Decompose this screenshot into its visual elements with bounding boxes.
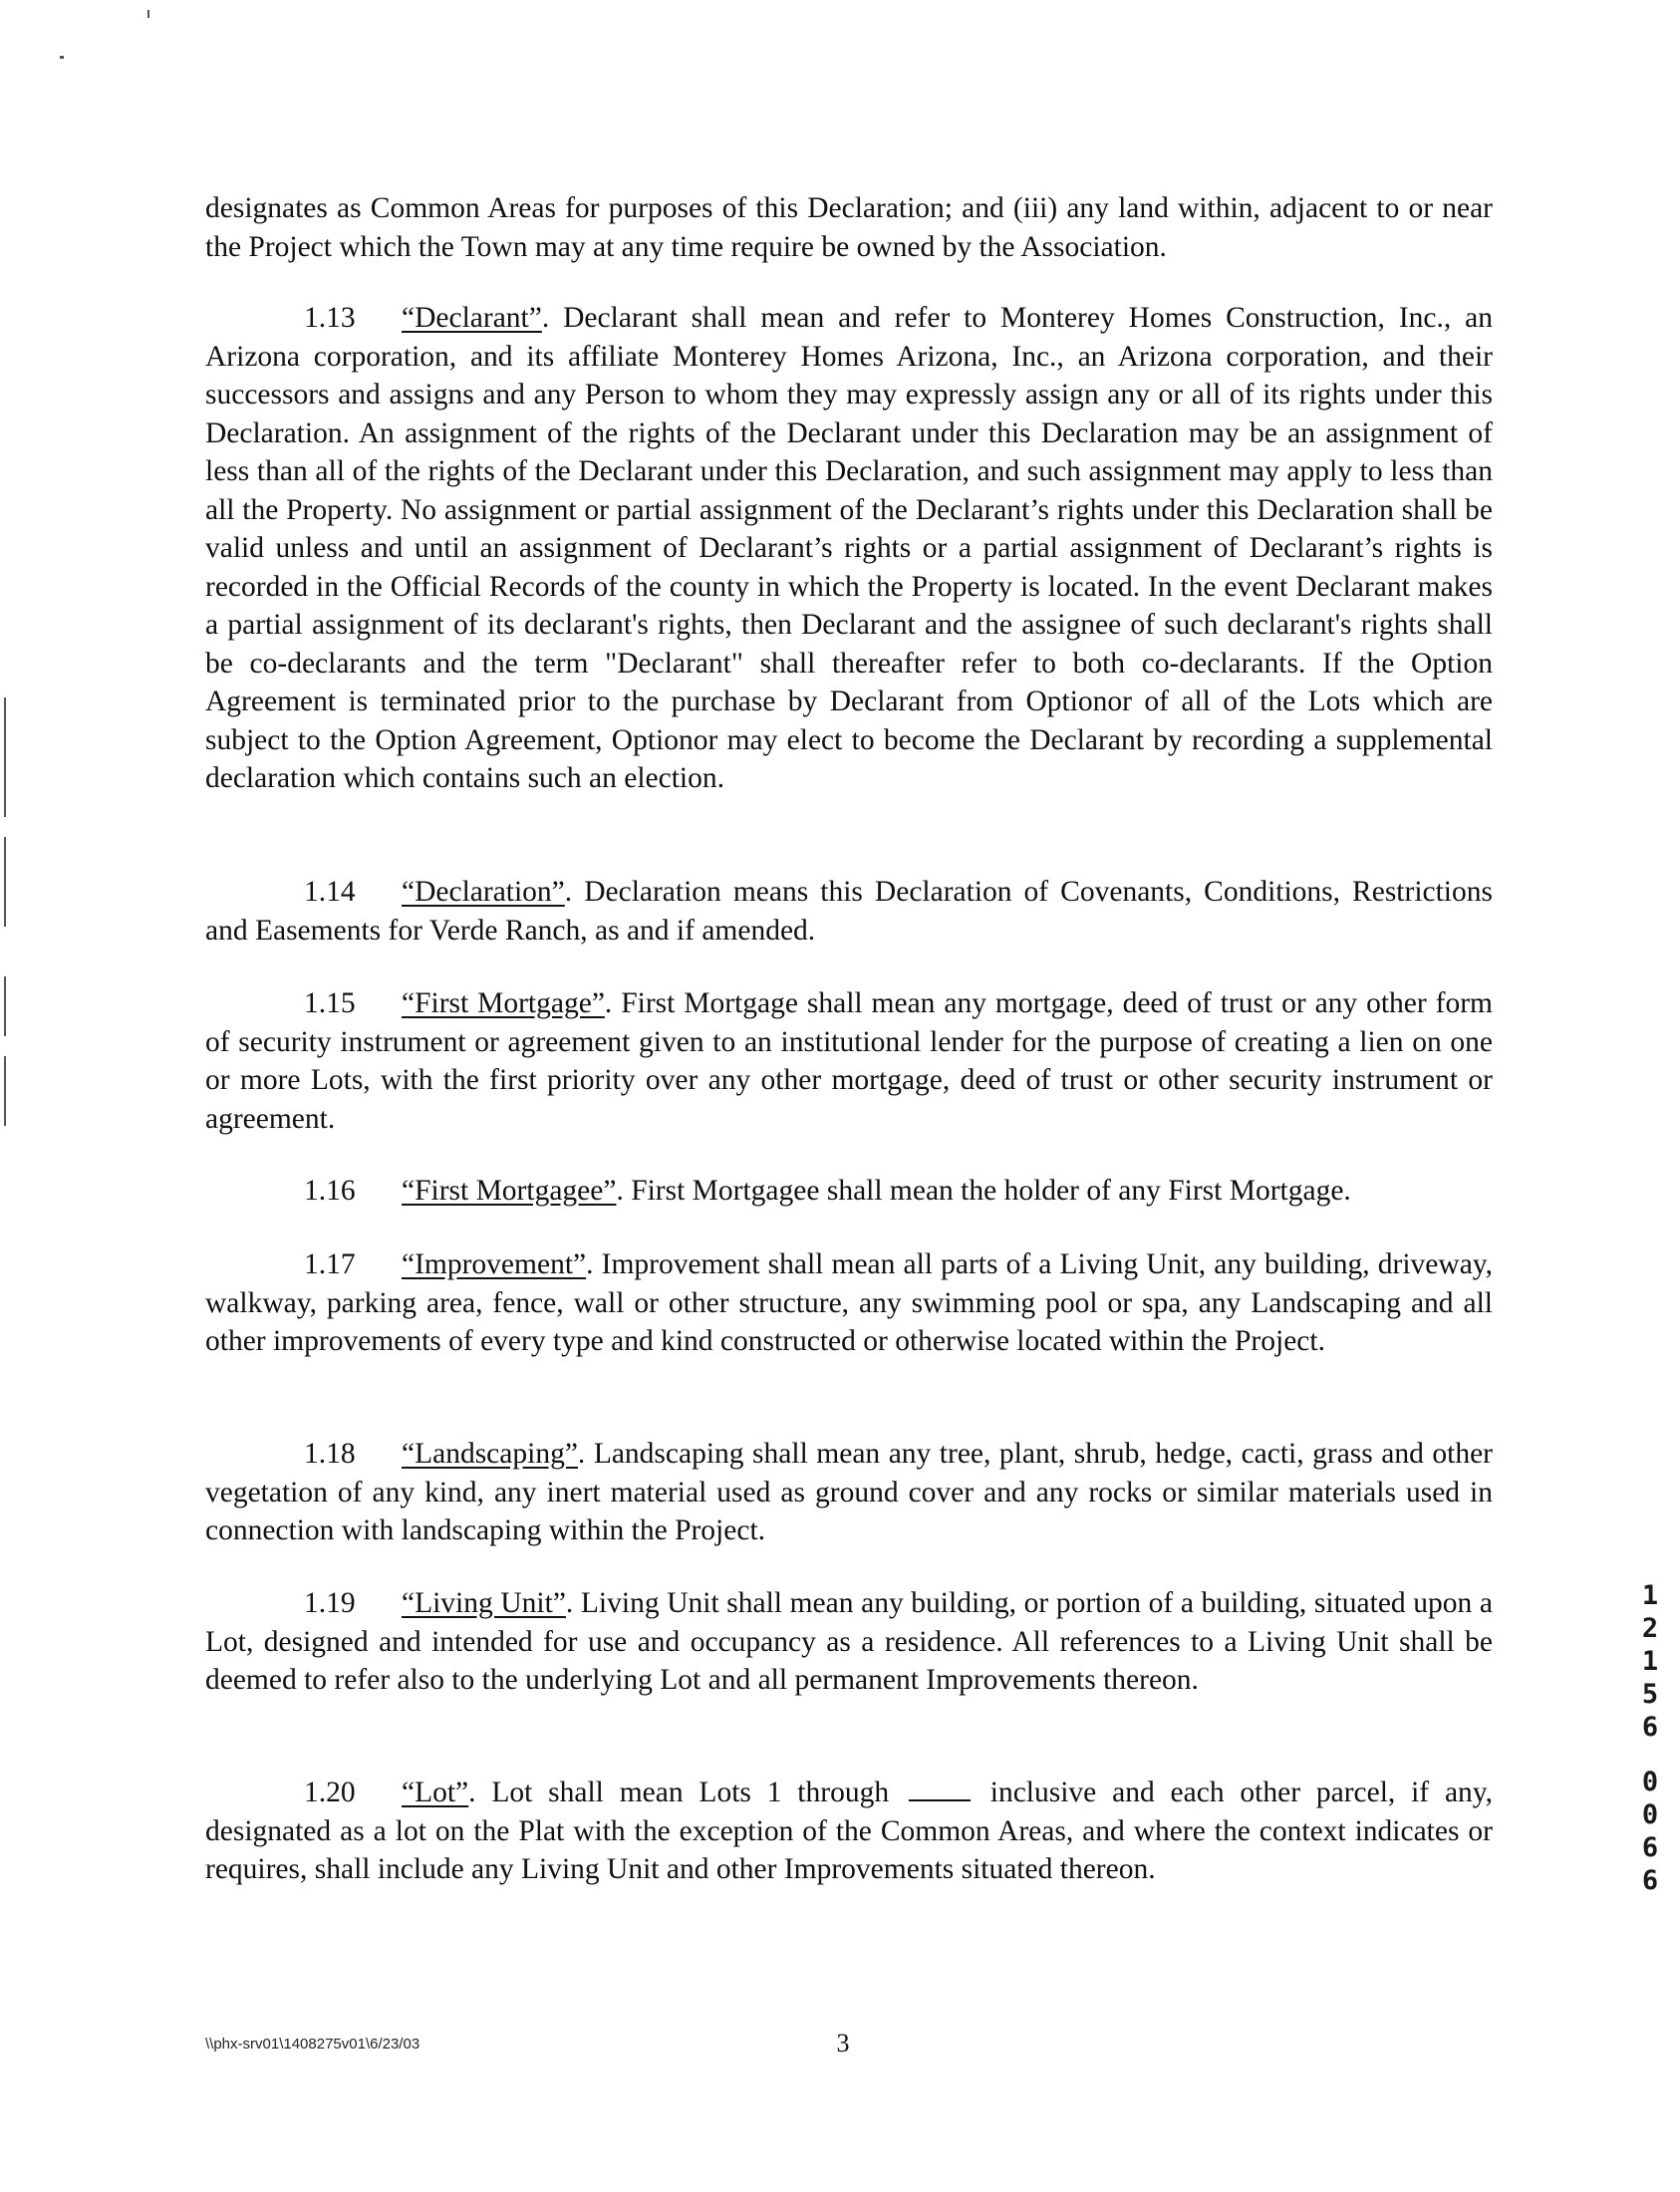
defined-term: “Improvement”: [402, 1248, 587, 1280]
blank-line: [909, 1774, 971, 1801]
section-text: . Declaration means this Declaration of Covenants, Conditions, Restrictions and Easements for Verde Ranch, as and if amended.: [205, 876, 1493, 947]
section-number: 1.20: [304, 1777, 356, 1808]
section-1-14: [205, 873, 1493, 950]
section-1-15: [205, 984, 1493, 1138]
section-text: . Improvement shall mean all parts of a Living Unit, any building, driveway, walkway, parking area, fence, wall or other structure, any swimming pool or spa, any Landscaping and all other improvements of every type and kind constructed or otherwise located within the Project.: [205, 1248, 1493, 1357]
scan-mark: [4, 976, 6, 1036]
stamp-digit: 5: [1641, 1679, 1659, 1710]
stamp-digit: 1: [1641, 1580, 1659, 1611]
scan-mark: [147, 10, 149, 18]
section-1-17: [205, 1245, 1493, 1361]
section-text-after: inclusive and each other parcel, if any, designated as a lot on the Plat with the exception of the Common Areas, and where the context indicates or requires, shall include any Living Unit and other Improvements situated thereon.: [205, 1777, 1494, 1885]
section-text: . First Mortgage shall mean any mortgage, deed of trust or any other form of security instrument or agreement given to an institutional lender for the purpose of creating a lien on one or more Lots, with the first priority over any other mortgage, deed of trust or other security instrument or agreement.: [205, 987, 1494, 1135]
scan-mark: [60, 56, 64, 59]
intro-paragraph: [205, 189, 1493, 266]
section-1-19: [205, 1584, 1493, 1700]
section-number: 1.16: [304, 1175, 356, 1207]
section-number: 1.13: [304, 302, 356, 334]
section-text: . Landscaping shall mean any tree, plant, shrub, hedge, cacti, grass and other vegetation of any kind, any inert material used as ground cover and any rocks or similar materials used in connection with landscaping within the Project.: [205, 1438, 1493, 1546]
section-number: 1.14: [304, 876, 356, 908]
defined-term: “First Mortgage”: [402, 987, 605, 1019]
section-1-16: [205, 1172, 1493, 1211]
defined-term: “Living Unit”: [402, 1587, 566, 1619]
stamp-gap: [1638, 1744, 1662, 1766]
stamp-digit: 6: [1641, 1712, 1659, 1743]
section-1-13: [205, 299, 1493, 798]
stamp-digit: 0: [1641, 1767, 1659, 1797]
section-number: 1.19: [304, 1587, 356, 1619]
stamp-digit: 1: [1641, 1646, 1659, 1677]
stamp-digit: 0: [1641, 1799, 1659, 1830]
section-1-20: [205, 1774, 1493, 1889]
intro-text: designates as Common Areas for purposes of this Declaration; and (iii) any land within, adjacent to or near the Project which the Town may at any time require be owned by the Association.: [205, 192, 1493, 263]
section-text: . Living Unit shall mean any building, or portion of a building, situated upon a Lot, designed and intended for use and occupancy as a residence. All references to a Living Unit shall be deemed to refer also to the underlying Lot and all permanent Improvements thereon.: [205, 1587, 1493, 1696]
page-number: 3: [836, 2029, 850, 2057]
document-path-footer: \\phx-srv01\1408275v01\6/23/03: [205, 2036, 420, 2053]
section-text: . Declarant shall mean and refer to Monterey Homes Construction, Inc., an Arizona corporation, and its affiliate Monterey Homes Arizona, Inc., an Arizona corporation, and their successors and assigns and any Person to whom they may expressly assign any or all of its rights under this Declaration. An assignment of the rights of the Declarant under this Declaration may be an assignment of less than all of the rights of the Declarant under this Declaration, and such assignment may apply to less than all the Property. No assignment or partial assignment of the Declarant’s rights under this Declaration shall be valid unless and until an assignment of Declarant’s rights or a partial assignment of Declarant’s rights is recorded in the Official Records of the county in which the Property is located. In the event Declarant makes a partial assignment of its declarant's rights, then Declarant and the assignee of such declarant's rights shall be co-declarants and the term "Declarant" shall thereafter refer to both co-declarants. If the Option Agreement is terminated prior to the purchase by Declarant from Optionor of all of the Lots which are subject to the Option Agreement, Optionor may elect to become the Declarant by recording a supplemental declaration which contains such an election.: [205, 302, 1493, 794]
stamp-digit: 6: [1641, 1832, 1659, 1863]
scan-mark: [4, 1056, 6, 1126]
stamp-digit: 2: [1641, 1613, 1659, 1644]
scan-mark: [4, 697, 6, 817]
section-text: . First Mortgagee shall mean the holder of any First Mortgage.: [616, 1175, 1351, 1207]
section-text-before: . Lot shall mean Lots 1 through: [468, 1777, 890, 1808]
defined-term: “First Mortgagee”: [402, 1175, 617, 1207]
section-1-18: [205, 1435, 1493, 1550]
recording-stamp: [1638, 1579, 1662, 1897]
defined-term: “Declaration”: [402, 876, 565, 908]
section-number: 1.17: [304, 1248, 356, 1280]
stamp-digit: 6: [1641, 1865, 1659, 1896]
section-number: 1.18: [304, 1438, 356, 1470]
defined-term: “Landscaping”: [402, 1438, 578, 1470]
defined-term: “Lot”: [402, 1777, 469, 1808]
section-number: 1.15: [304, 987, 356, 1019]
defined-term: “Declarant”: [402, 302, 542, 334]
scan-mark: [4, 837, 6, 927]
